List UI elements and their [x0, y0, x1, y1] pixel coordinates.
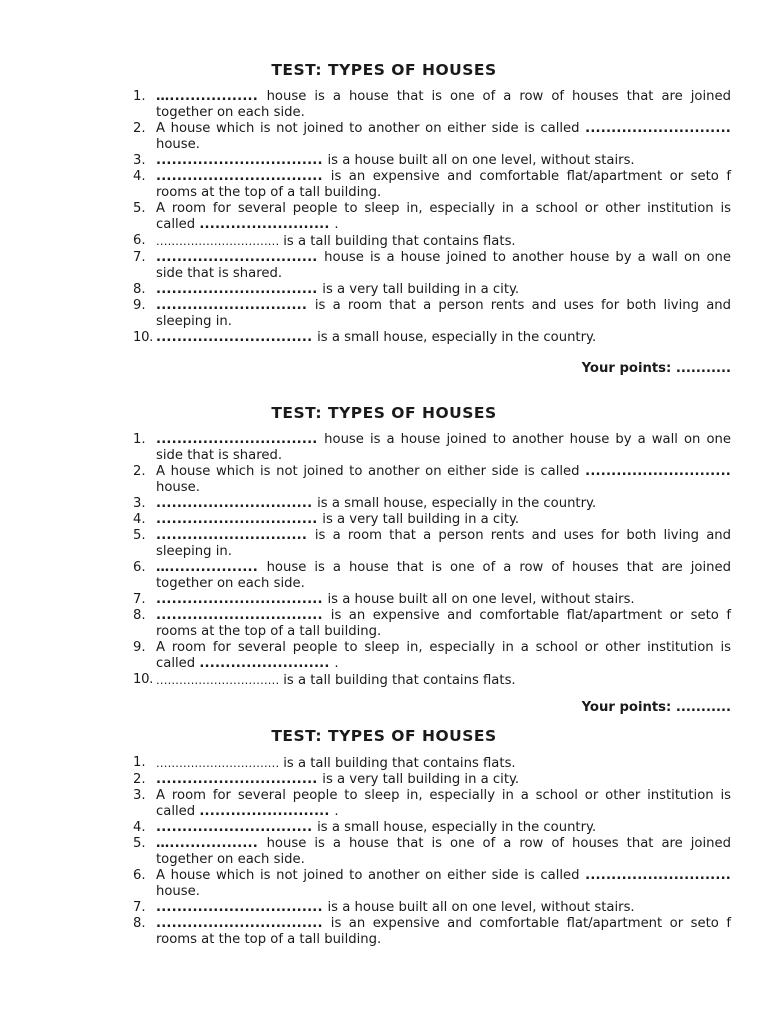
- question-text: is a very tall building in a city.: [322, 282, 520, 297]
- question-item: [0, 282, 768, 298]
- question-text: house is a house joined to another house by a wall on one side that is shared.: [156, 432, 731, 463]
- question-list: [0, 755, 768, 948]
- question-item: [0, 592, 768, 608]
- answer-blank[interactable]: ............................: [585, 464, 731, 479]
- answer-blank[interactable]: ................................: [156, 592, 328, 607]
- question-text: is a room that a person rents and uses for both living and sleeping in.: [156, 528, 732, 559]
- answer-blank[interactable]: .........................: [199, 804, 335, 819]
- question-text: .: [334, 804, 339, 819]
- question-text: is a very tall building in a city.: [322, 512, 520, 527]
- question-text: house is a house that is one of a row of houses that are joined together on each side.: [156, 560, 732, 591]
- question-item: [0, 496, 768, 512]
- question-item: [0, 169, 768, 201]
- question-item: [0, 464, 768, 496]
- question-number: 1.: [133, 432, 146, 447]
- question-text: is an expensive and comfortable flat/apartment or seto f rooms at the top of a tall building.: [156, 916, 731, 947]
- test-title: TEST: TYPES OF HOUSES: [271, 404, 497, 422]
- question-number: 2.: [133, 464, 146, 479]
- question-text: A house which is not joined to another on either side is called: [156, 464, 586, 479]
- answer-blank[interactable]: .............................: [156, 298, 315, 313]
- test-section-3: [0, 727, 768, 948]
- answer-blank[interactable]: .............................: [156, 528, 315, 543]
- question-number: 10.: [133, 672, 154, 687]
- question-item: [0, 755, 768, 772]
- question-item: [0, 916, 768, 948]
- question-number: 8.: [133, 916, 146, 931]
- question-item: [0, 330, 768, 346]
- question-list: [0, 89, 768, 346]
- question-item: [0, 836, 768, 868]
- question-item: [0, 233, 768, 250]
- question-number: 5.: [133, 836, 146, 851]
- question-number: 1.: [133, 755, 146, 770]
- question-number: 8.: [133, 282, 146, 297]
- question-text: is an expensive and comfortable flat/apartment or seto f rooms at the top of a tall building.: [156, 608, 731, 639]
- question-text: A room for several people to sleep in, especially in a school or other institution is called: [156, 201, 731, 232]
- test-section-1: [0, 61, 768, 376]
- answer-blank[interactable]: ...............................: [156, 432, 325, 447]
- answer-blank[interactable]: ...............................: [156, 512, 323, 527]
- question-text: is a small house, especially in the country.: [317, 820, 597, 835]
- question-item: [0, 298, 768, 330]
- points-field: Your points: ...........: [581, 700, 731, 715]
- answer-blank[interactable]: ...............................: [156, 250, 325, 265]
- answer-blank[interactable]: ................................: [156, 916, 331, 931]
- question-item: [0, 672, 768, 689]
- question-item: [0, 121, 768, 153]
- question-number: 7.: [133, 592, 146, 607]
- question-item: [0, 560, 768, 592]
- question-list: [0, 432, 768, 689]
- question-text: is a very tall building in a city.: [322, 772, 520, 787]
- question-number: 3.: [133, 496, 146, 511]
- answer-blank[interactable]: ..............................: [156, 820, 318, 835]
- question-text: is a tall building that contains flats.: [283, 756, 516, 771]
- question-text: house is a house that is one of a row of houses that are joined together on each side.: [156, 836, 732, 867]
- answer-blank[interactable]: ............................: [585, 868, 731, 883]
- question-number: 3.: [133, 788, 146, 803]
- question-text: house is a house that is one of a row of houses that are joined together on each side.: [156, 89, 732, 120]
- question-number: 10.: [133, 330, 154, 345]
- question-text: house.: [156, 137, 200, 152]
- test-section-2: [0, 404, 768, 715]
- answer-blank[interactable]: .........................: [199, 656, 335, 671]
- answer-blank[interactable]: ................................: [156, 153, 328, 168]
- question-number: 2.: [133, 772, 146, 787]
- question-number: 4.: [133, 169, 146, 184]
- answer-blank[interactable]: ................................: [156, 234, 284, 248]
- points-field: Your points: ...........: [581, 361, 731, 376]
- question-number: 6.: [133, 233, 146, 248]
- question-text: house.: [156, 884, 200, 899]
- question-item: [0, 201, 768, 233]
- answer-blank[interactable]: ...............................: [156, 282, 323, 297]
- question-text: house.: [156, 480, 200, 495]
- answer-blank[interactable]: ................................: [156, 608, 331, 623]
- question-text: is a tall building that contains flats.: [283, 673, 516, 688]
- question-text: is a house built all on one level, without stairs.: [327, 592, 635, 607]
- question-text: A room for several people to sleep in, especially in a school or other institution is called: [156, 788, 731, 819]
- test-title: TEST: TYPES OF HOUSES: [271, 61, 497, 79]
- answer-blank[interactable]: ….................: [156, 560, 267, 575]
- question-text: is a house built all on one level, without stairs.: [327, 153, 635, 168]
- question-number: 4.: [133, 820, 146, 835]
- answer-blank[interactable]: ….................: [156, 836, 267, 851]
- answer-blank[interactable]: .........................: [199, 217, 335, 232]
- question-text: is a room that a person rents and uses for both living and sleeping in.: [156, 298, 732, 329]
- answer-blank[interactable]: ...............................: [156, 772, 323, 787]
- question-item: [0, 868, 768, 900]
- question-item: [0, 788, 768, 820]
- question-item: [0, 820, 768, 836]
- question-item: [0, 900, 768, 916]
- question-number: 6.: [133, 868, 146, 883]
- answer-blank[interactable]: ............................: [585, 121, 731, 136]
- answer-blank[interactable]: ….................: [156, 89, 267, 104]
- question-text: is a small house, especially in the country.: [317, 496, 597, 511]
- question-number: 6.: [133, 560, 146, 575]
- question-item: [0, 512, 768, 528]
- answer-blank[interactable]: ................................: [156, 169, 331, 184]
- question-item: [0, 432, 768, 464]
- question-item: [0, 89, 768, 121]
- question-text: A house which is not joined to another on either side is called: [156, 121, 586, 136]
- question-number: 7.: [133, 900, 146, 915]
- question-number: 5.: [133, 201, 146, 216]
- question-number: 8.: [133, 608, 146, 623]
- question-text: .: [334, 217, 339, 232]
- answer-blank[interactable]: ..............................: [156, 496, 318, 511]
- question-item: [0, 528, 768, 560]
- question-number: 7.: [133, 250, 146, 265]
- question-number: 1.: [133, 89, 146, 104]
- answer-blank[interactable]: ..............................: [156, 330, 318, 345]
- answer-blank[interactable]: ................................: [156, 673, 284, 687]
- question-item: [0, 153, 768, 169]
- question-number: 2.: [133, 121, 146, 136]
- question-text: A room for several people to sleep in, especially in a school or other institution is called: [156, 640, 731, 671]
- question-text: is a tall building that contains flats.: [283, 234, 516, 249]
- question-number: 9.: [133, 640, 146, 655]
- question-text: A house which is not joined to another on either side is called: [156, 868, 586, 883]
- question-text: is a house built all on one level, without stairs.: [327, 900, 635, 915]
- question-text: .: [334, 656, 339, 671]
- question-text: is a small house, especially in the country.: [317, 330, 597, 345]
- question-number: 4.: [133, 512, 146, 527]
- question-item: [0, 772, 768, 788]
- question-item: [0, 608, 768, 640]
- answer-blank[interactable]: ................................: [156, 900, 328, 915]
- question-number: 3.: [133, 153, 146, 168]
- test-title: TEST: TYPES OF HOUSES: [271, 727, 497, 745]
- question-item: [0, 640, 768, 672]
- question-text: is an expensive and comfortable flat/apartment or seto f rooms at the top of a tall building.: [156, 169, 731, 200]
- question-text: house is a house joined to another house by a wall on one side that is shared.: [156, 250, 731, 281]
- question-number: 5.: [133, 528, 146, 543]
- answer-blank[interactable]: ................................: [156, 756, 284, 770]
- question-number: 9.: [133, 298, 146, 313]
- question-item: [0, 250, 768, 282]
